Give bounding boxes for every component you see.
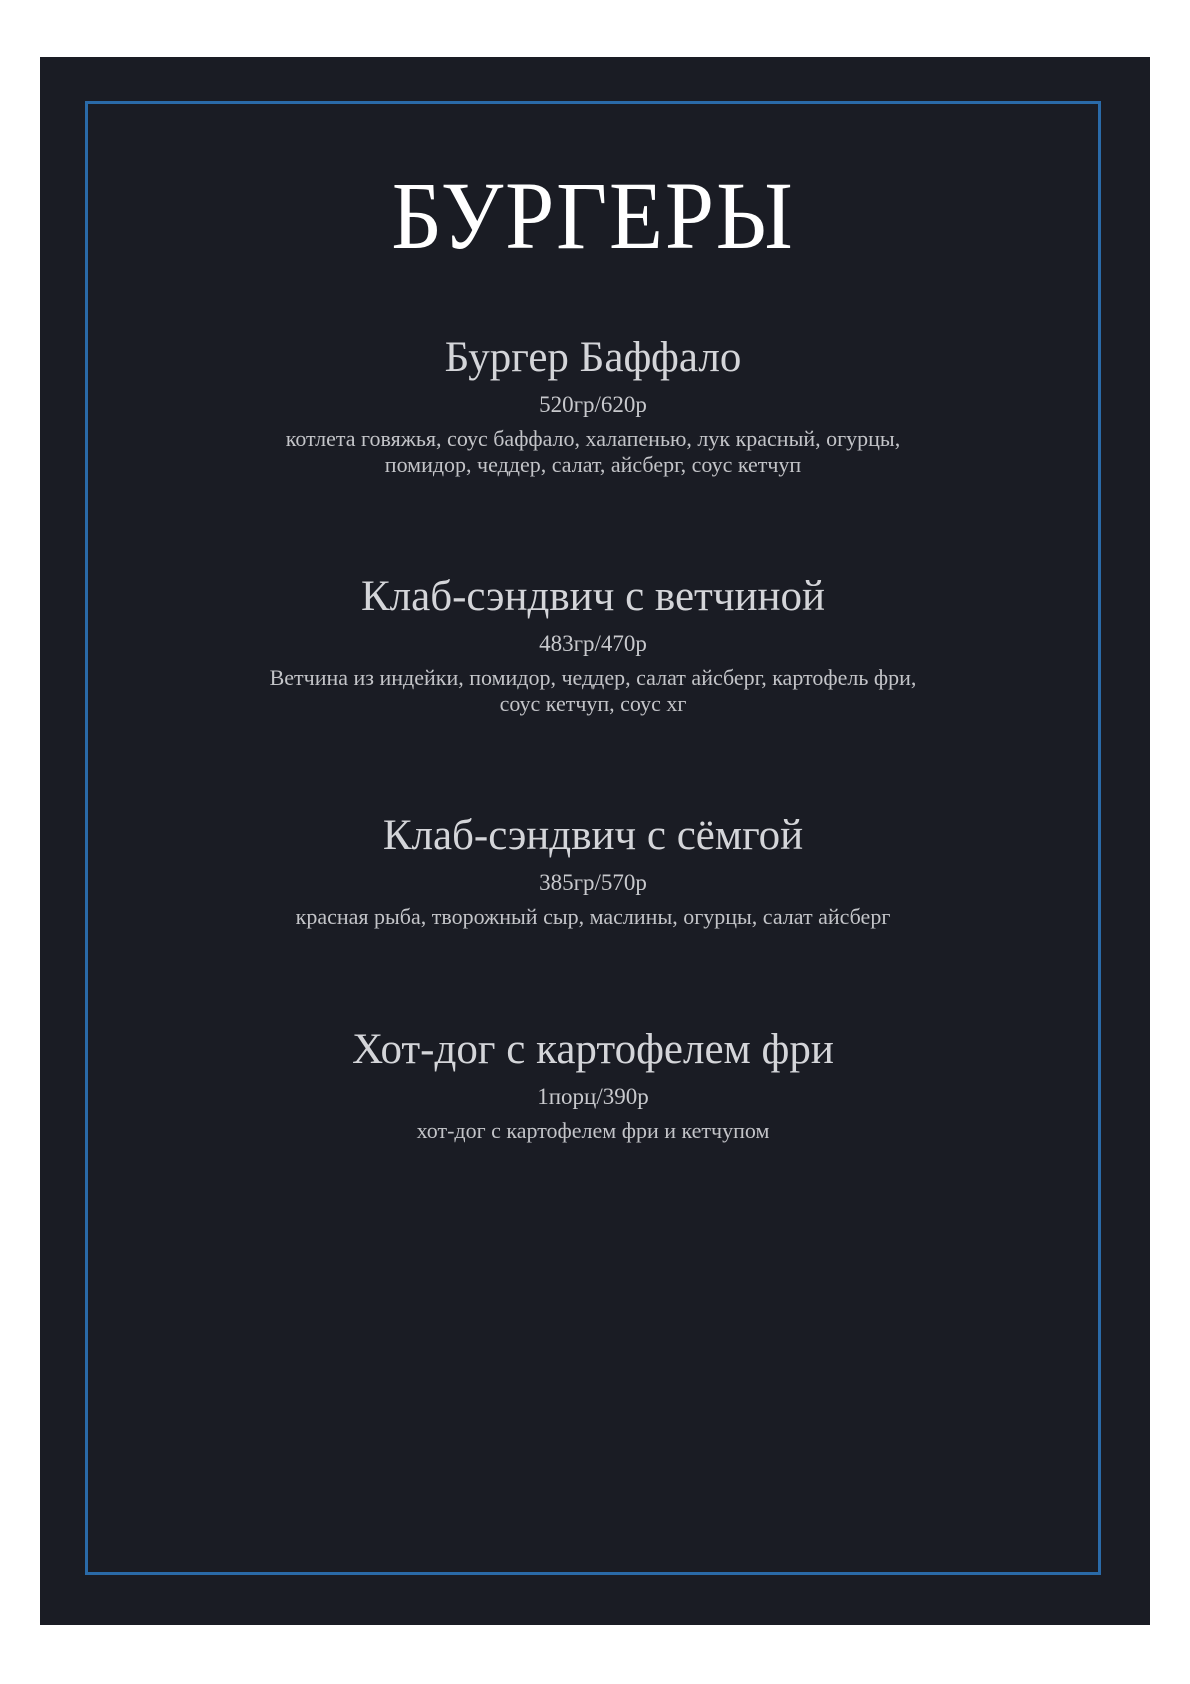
menu-item-description-line: помидор, чеддер, салат, айсберг, соус кетчуп <box>384 452 802 477</box>
menu-item <box>88 814 1098 930</box>
menu-item-name: Клаб-сэндвич с ветчиной <box>361 573 825 620</box>
menu-item-price: 1порц/390р <box>537 1084 649 1109</box>
menu-item <box>88 575 1098 717</box>
menu-item-description <box>88 904 1098 930</box>
menu-item-description <box>88 665 1098 717</box>
menu-item <box>88 1028 1098 1144</box>
menu-page <box>40 57 1150 1625</box>
menu-item-description-line: красная рыба, творожный сыр, маслины, огурцы, салат айсберг <box>295 904 891 929</box>
menu-item-description-line: хот-дог с картофелем фри и кетчупом <box>416 1118 770 1143</box>
menu-item-price: 483гр/470р <box>539 631 647 656</box>
menu-item-name: Бургер Баффало <box>444 334 742 381</box>
decorative-frame <box>85 101 1101 1575</box>
menu-item-description <box>88 1118 1098 1144</box>
menu-item-description-line: соус кетчуп, соус хг <box>499 691 687 716</box>
menu-item-name: Клаб-сэндвич с сёмгой <box>382 812 804 859</box>
menu-item <box>88 336 1098 478</box>
menu-item-description-line: Ветчина из индейки, помидор, чеддер, салат айсберг, картофель фри, <box>269 665 917 690</box>
menu-item-name: Хот-дог с картофелем фри <box>352 1026 834 1073</box>
menu-title: БУРГЕРЫ <box>391 162 795 269</box>
menu-item-description <box>88 426 1098 478</box>
menu-item-price: 385гр/570р <box>539 870 647 895</box>
menu-item-price: 520гр/620р <box>539 392 647 417</box>
menu-item-description-line: котлета говяжья, соус баффало, халапенью, лук красный, огурцы, <box>285 426 901 451</box>
